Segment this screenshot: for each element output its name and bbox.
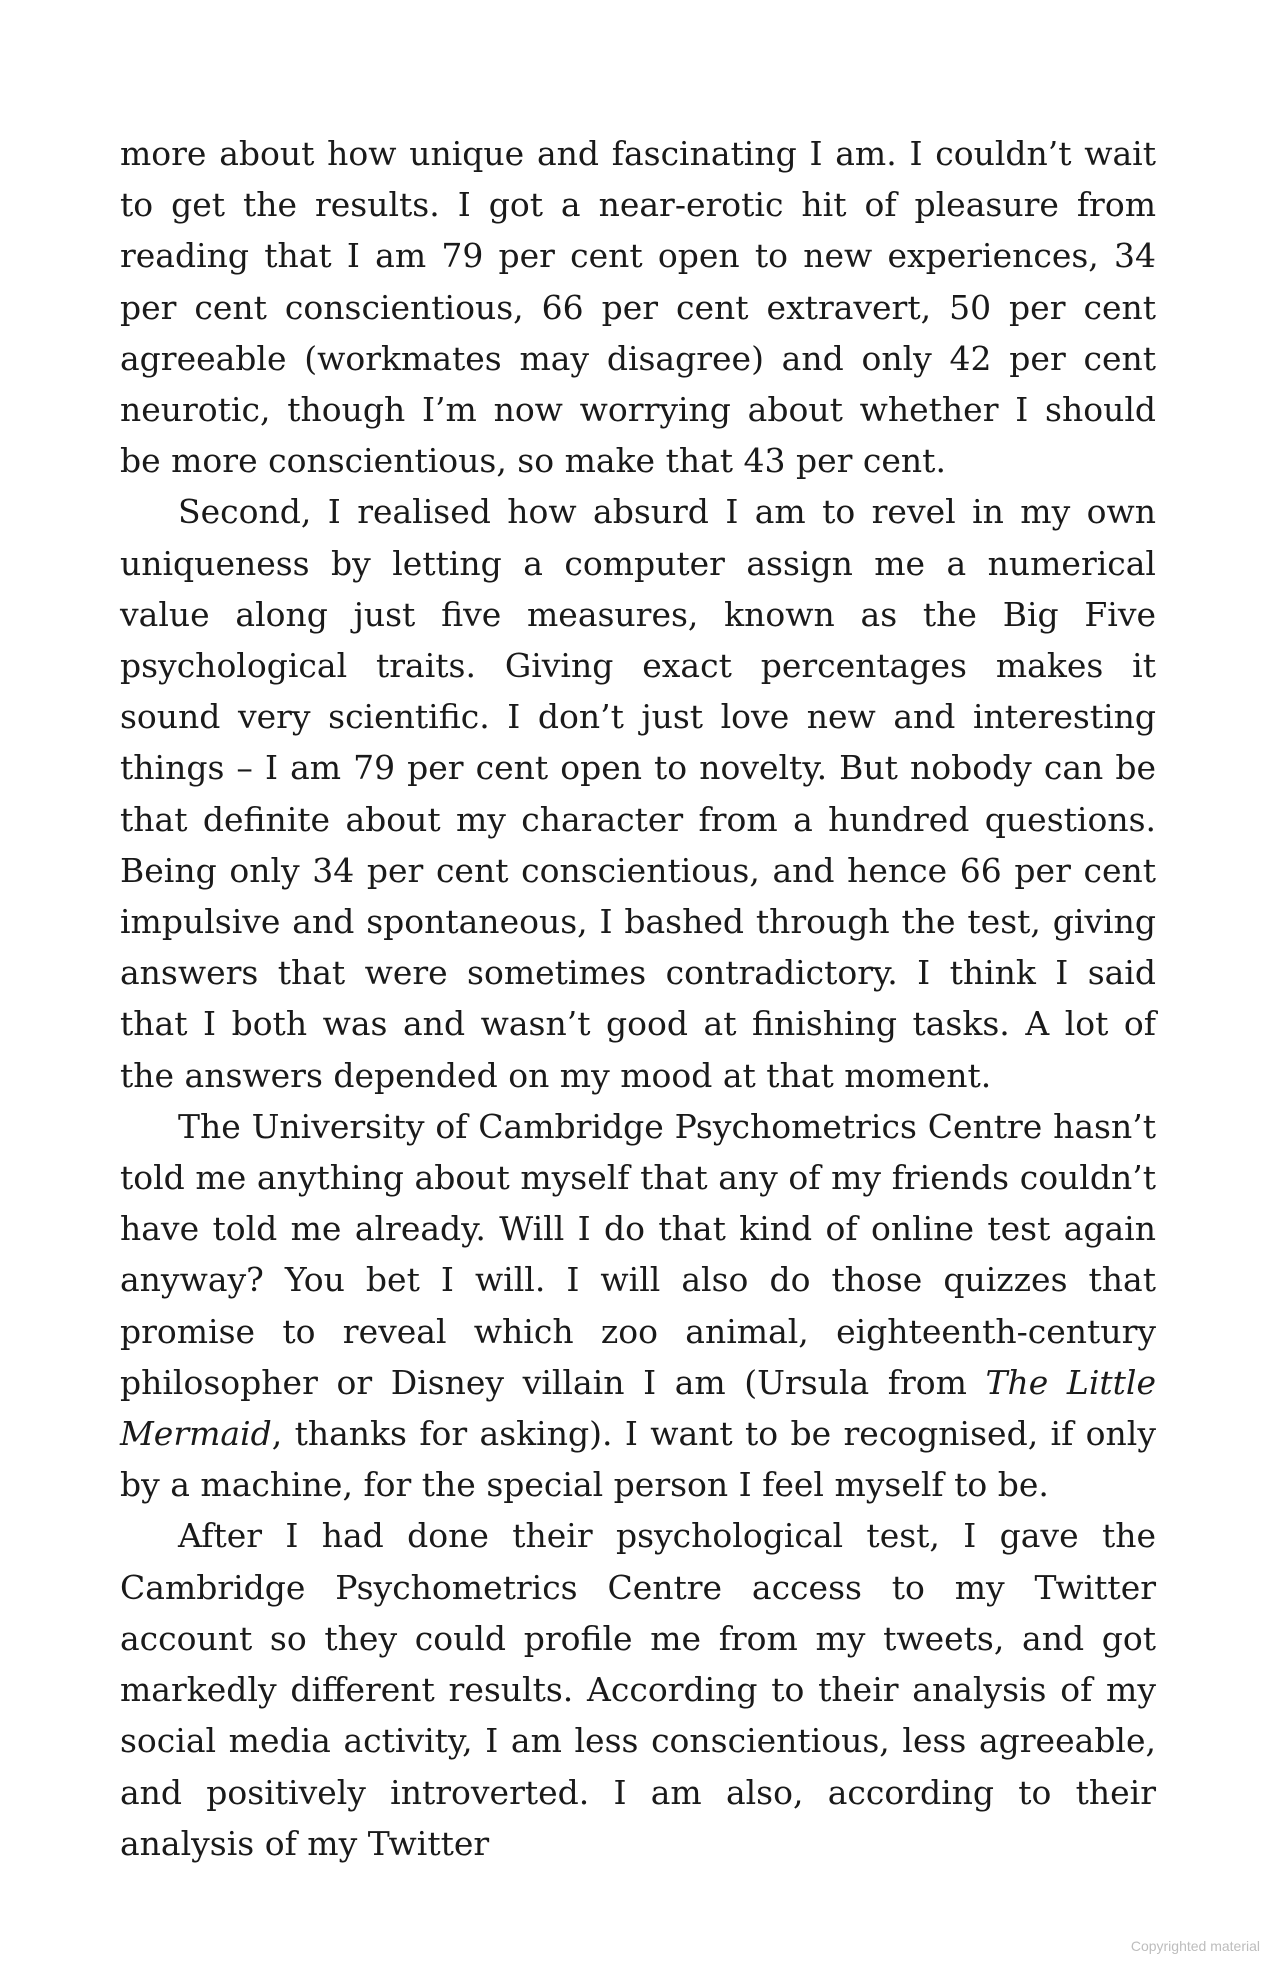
paragraph-cambridge-after: , thanks for asking). I want to be recognised, if only by a machine, for the special person I feel myself to be.: [120, 1414, 1156, 1505]
paragraph-cambridge: [120, 1101, 1156, 1511]
paragraph-cambridge-before: The University of Cambridge Psychometrics Centre hasn’t told me anything about myself that any of my friends couldn’t have told me already. Will I do that kind of online test again anyway? You bet I will. I will also do those quizzes that promise to reveal which zoo animal, eighteenth-century philosopher or Disney villain I am (Ursula from: [120, 1106, 1156, 1402]
book-page: [120, 128, 1156, 1869]
paragraph-continuation: more about how unique and fascinating I am. I couldn’t wait to get the results. I got a near-erotic hit of pleasure from reading that I am 79 per cent open to new experiences, 34 per cent conscientious, 66 per cent extravert, 50 per cent agreeable (workmates may disagree) and only 42 per cent neurotic, though I’m now worrying about whether I should be more conscientious, so make that 43 per cent.: [120, 134, 1156, 481]
paragraph-twitter: After I had done their psychological test, I gave the Cambridge Psychometrics Centre access to my Twitter account so they could profile me from my tweets, and got markedly different results. According to their analysis of my social media activity, I am less conscientious, less agreeable, and positively introverted. I am also, according to their analysis of my Twitter: [120, 1516, 1156, 1863]
paragraph-second: Second, I realised how absurd I am to revel in my own uniqueness by letting a computer assign me a numerical value along just five measures, known as the Big Five psychological traits. Giving exact percentages makes it sound very scientific. I don’t just love new and interesting things – I am 79 per cent open to novelty. But nobody can be that definite about my character from a hundred questions. Being only 34 per cent conscientious, and hence 66 per cent impulsive and spontaneous, I bashed through the test, giving answers that were sometimes contradictory. I think I said that I both was and wasn’t good at finishing tasks. A lot of the answers depended on my mood at that moment.: [120, 492, 1156, 1095]
book-title-italic: The Little Mermaid: [120, 1362, 1157, 1454]
copyright-watermark: Copyrighted material: [1130, 1938, 1260, 1954]
